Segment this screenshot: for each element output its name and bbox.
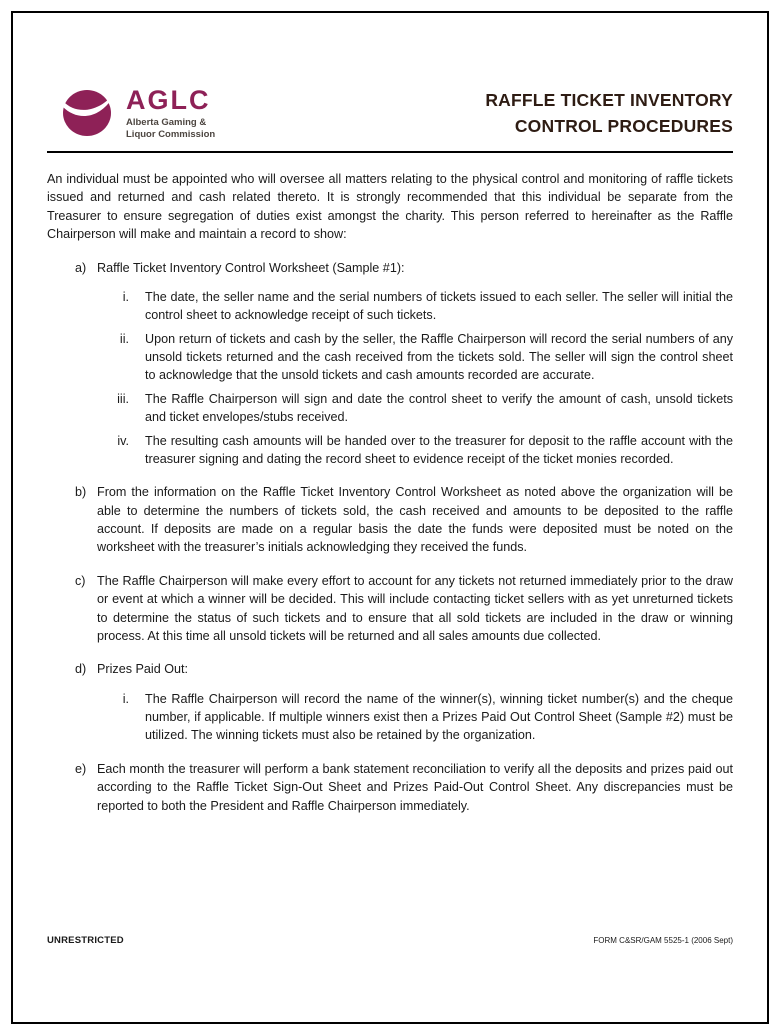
list-item-label: e) bbox=[75, 761, 87, 776]
sub-item-a-iii bbox=[107, 390, 733, 427]
document-title-line-2: CONTROL PROCEDURES bbox=[514, 115, 733, 136]
page-footer bbox=[47, 935, 733, 946]
list-item-text: The Raffle Chairperson will make every effort to account for any tickets not returned immediately prior to the draw or event at which a winner will be decided. This will include contacting ticket sellers with as yet unreturned tickets to determine the status of such tickets and to ensure that all sold tickets are included in the draw or winning process. At this time all unsold tickets will be returned and all sales amounts due collected. bbox=[97, 573, 733, 643]
list-item-text: Raffle Ticket Inventory Control Worksheet (Sample #1): bbox=[97, 260, 405, 275]
list-item-e bbox=[47, 760, 733, 815]
sub-item-label: i. bbox=[122, 691, 129, 706]
sub-item-text: Upon return of tickets and cash by the seller, the Raffle Chairperson will record the serial numbers of any unsold tickets returned and the cash received from the tickets sold. The seller will sign the control sheet to acknowledge that the unsold tickets and cash amounts recorded are accurate. bbox=[145, 331, 733, 383]
sub-item-a-iv bbox=[107, 432, 733, 469]
sublist-d bbox=[47, 690, 733, 745]
logo-tagline bbox=[126, 117, 215, 141]
logo-tagline-line-2: Liquor Commission bbox=[126, 129, 216, 141]
classification-label: UNRESTRICTED bbox=[47, 935, 124, 946]
document-header bbox=[47, 84, 733, 141]
sub-item-text: The date, the seller name and the serial numbers of tickets issued to each seller. The seller will initial the control sheet to acknowledge receipt of such tickets. bbox=[145, 289, 733, 323]
document-body bbox=[47, 170, 733, 815]
list-item-label: c) bbox=[75, 573, 86, 588]
sub-item-text: The resulting cash amounts will be handed over to the treasurer for deposit to the raffle account with the treasurer signing and dating the record sheet to evidence receipt of the ticket monies recorded. bbox=[145, 433, 733, 466]
logo-brand-text: AGLC bbox=[126, 85, 211, 115]
logo-tagline-line-1: Alberta Gaming & bbox=[126, 117, 207, 129]
list-item-row bbox=[75, 259, 733, 277]
list-item-text: Prizes Paid Out: bbox=[97, 662, 188, 677]
document-title-line-1: RAFFLE TICKET INVENTORY bbox=[485, 90, 733, 111]
sub-item-d-i bbox=[107, 690, 733, 745]
sub-item-a-ii bbox=[107, 330, 733, 385]
list-item-label: a) bbox=[75, 260, 87, 275]
list-item-row bbox=[75, 572, 733, 646]
aglc-logo bbox=[61, 84, 215, 141]
page-content bbox=[47, 0, 733, 815]
list-item-text: From the information on the Raffle Ticket Inventory Control Worksheet as noted above the organization will be able to determine the numbers of tickets sold, the cash received and amounts to be deposited to the raffle account. If deposits are made on a regular basis the date the funds were deposited must be noted on the worksheet with the treasurer’s initials acknowledging they received the funds. bbox=[97, 485, 733, 555]
sub-item-a-i bbox=[107, 288, 733, 325]
list-item-row bbox=[75, 483, 733, 557]
list-item-text: Each month the treasurer will perform a bank statement reconciliation to verify all the deposits and prizes paid out according to the Raffle Ticket Sign-Out Sheet and Prizes Paid-Out Control Sheet. Any discrepancies must be reported to both the President and Raffle Chairperson immediately. bbox=[97, 761, 733, 813]
list-item-row bbox=[75, 760, 733, 815]
intro-paragraph: An individual must be appointed who will oversee all matters relating to the physical control and monitoring of raffle tickets issued and returned and cash related thereto. It is strongly recommended that this individual be separate from the Treasurer to ensure segregation of duties exist amongst the charity. This person referred to hereinafter as the Raffle Chairperson will make and maintain a record to show: bbox=[47, 172, 733, 242]
form-number: FORM C&SR/GAM 5525-1 (2006 Sept) bbox=[593, 936, 733, 945]
list-item-row bbox=[75, 660, 733, 678]
sub-item-label: ii. bbox=[119, 331, 129, 346]
list-item-b bbox=[47, 483, 733, 557]
header-divider bbox=[47, 151, 733, 153]
sub-item-label: i. bbox=[122, 289, 129, 304]
sub-item-text: The Raffle Chairperson will record the name of the winner(s), winning ticket number(s) and the cheque number, if applicable. If multiple winners exist then a Prizes Paid Out Control Sheet (Sample #2) must be utilized. The winning tickets must also be retained by the organization. bbox=[145, 691, 733, 743]
list-item-a bbox=[47, 259, 733, 469]
list-item-c bbox=[47, 572, 733, 646]
document-title bbox=[485, 88, 733, 141]
logo-text bbox=[126, 84, 215, 141]
sublist-a bbox=[47, 288, 733, 468]
sub-item-text: The Raffle Chairperson will sign and date the control sheet to verify the amount of cash, unsold tickets and ticket envelopes/stubs received. bbox=[145, 391, 733, 425]
sub-item-label: iii. bbox=[117, 391, 129, 406]
list-item-d bbox=[47, 660, 733, 745]
aglc-swoosh-icon bbox=[61, 84, 117, 140]
sub-item-label: iv. bbox=[117, 433, 129, 448]
list-item-label: b) bbox=[75, 485, 87, 500]
list-item-label: d) bbox=[75, 662, 87, 677]
